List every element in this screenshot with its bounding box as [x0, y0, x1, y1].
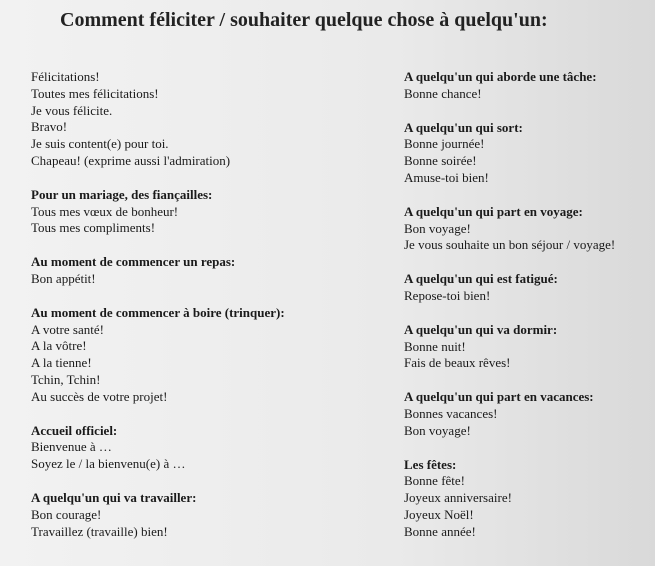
section-work [31, 490, 371, 540]
section-holidays [404, 457, 649, 541]
phrase: Bonne soirée! [404, 153, 477, 169]
phrase: Bon appétit! [31, 270, 96, 286]
phrase: Amuse-toi bien! [404, 169, 489, 185]
section-heading: A quelqu'un qui est fatigué: [404, 271, 558, 287]
section-going-out [404, 120, 649, 187]
phrase: Bonne année! [404, 523, 476, 539]
phrase: Je suis content(e) pour toi. [31, 136, 169, 152]
section-heading: A quelqu'un qui aborde une tâche: [404, 69, 597, 84]
phrase: Bon voyage! [404, 220, 471, 236]
section-heading: Accueil officiel: [31, 422, 118, 438]
section-heading: A quelqu'un qui part en voyage: [404, 203, 583, 219]
section-meal [31, 254, 371, 288]
phrase: A la tienne! [31, 355, 92, 371]
section-heading: Les fêtes: [404, 456, 457, 472]
right-column [404, 69, 649, 558]
section-heading: A quelqu'un qui va dormir: [404, 321, 558, 337]
phrase: Joyeux Noël! [404, 506, 474, 522]
section-task [404, 69, 649, 103]
phrase: Tous mes compliments! [31, 220, 156, 236]
phrase: Fais de beaux rêves! [404, 355, 511, 371]
section-welcome [31, 423, 371, 473]
phrase: Bon courage! [31, 506, 102, 522]
section-vacation [404, 389, 649, 439]
phrase: Félicitations! [31, 69, 100, 84]
phrase: Soyez le / la bienvenu(e) à … [31, 456, 186, 472]
phrase: Toutes mes félicitations! [31, 85, 159, 101]
section-congratulations [31, 69, 371, 170]
phrase: A votre santé! [31, 321, 104, 337]
phrase: Chapeau! (exprime aussi l'admiration) [31, 152, 231, 168]
section-tired [404, 271, 649, 305]
section-heading: Au moment de commencer à boire (trinquer): [31, 304, 285, 320]
phrase: Repose-toi bien! [404, 287, 491, 303]
section-heading: A quelqu'un qui sort: [404, 119, 523, 135]
left-column [31, 69, 371, 557]
phrase: Bonne journée! [404, 136, 485, 152]
section-heading: A quelqu'un qui part en vacances: [404, 389, 594, 405]
phrase: Bon voyage! [404, 422, 471, 438]
page-title: Comment féliciter / souhaiter quelque chose à quelqu'un: [60, 9, 548, 31]
section-sleep [404, 322, 649, 372]
phrase: Tchin, Tchin! [31, 371, 101, 387]
phrase: Bonne fête! [404, 473, 466, 489]
section-heading: A quelqu'un qui va travailler: [31, 489, 197, 505]
phrase: Je vous félicite. [31, 102, 113, 118]
phrase: Bonne chance! [404, 85, 482, 101]
section-toast [31, 305, 371, 406]
section-heading: Pour un mariage, des fiançailles: [31, 186, 213, 202]
phrase: Bonne nuit! [404, 338, 466, 354]
phrase: Au succès de votre projet! [31, 388, 168, 404]
phrase: Bravo! [31, 119, 68, 135]
section-travel [404, 204, 649, 254]
phrase: Bonnes vacances! [404, 405, 498, 421]
section-heading: Au moment de commencer un repas: [31, 254, 236, 270]
phrase: Tous mes vœux de bonheur! [31, 203, 179, 219]
phrase: Travaillez (travaille) bien! [31, 523, 168, 539]
phrase: Je vous souhaite un bon séjour / voyage! [404, 237, 616, 253]
section-wedding [31, 187, 371, 237]
phrase: A la vôtre! [31, 338, 87, 354]
phrase: Bienvenue à … [31, 439, 112, 455]
phrase: Joyeux anniversaire! [404, 490, 512, 506]
